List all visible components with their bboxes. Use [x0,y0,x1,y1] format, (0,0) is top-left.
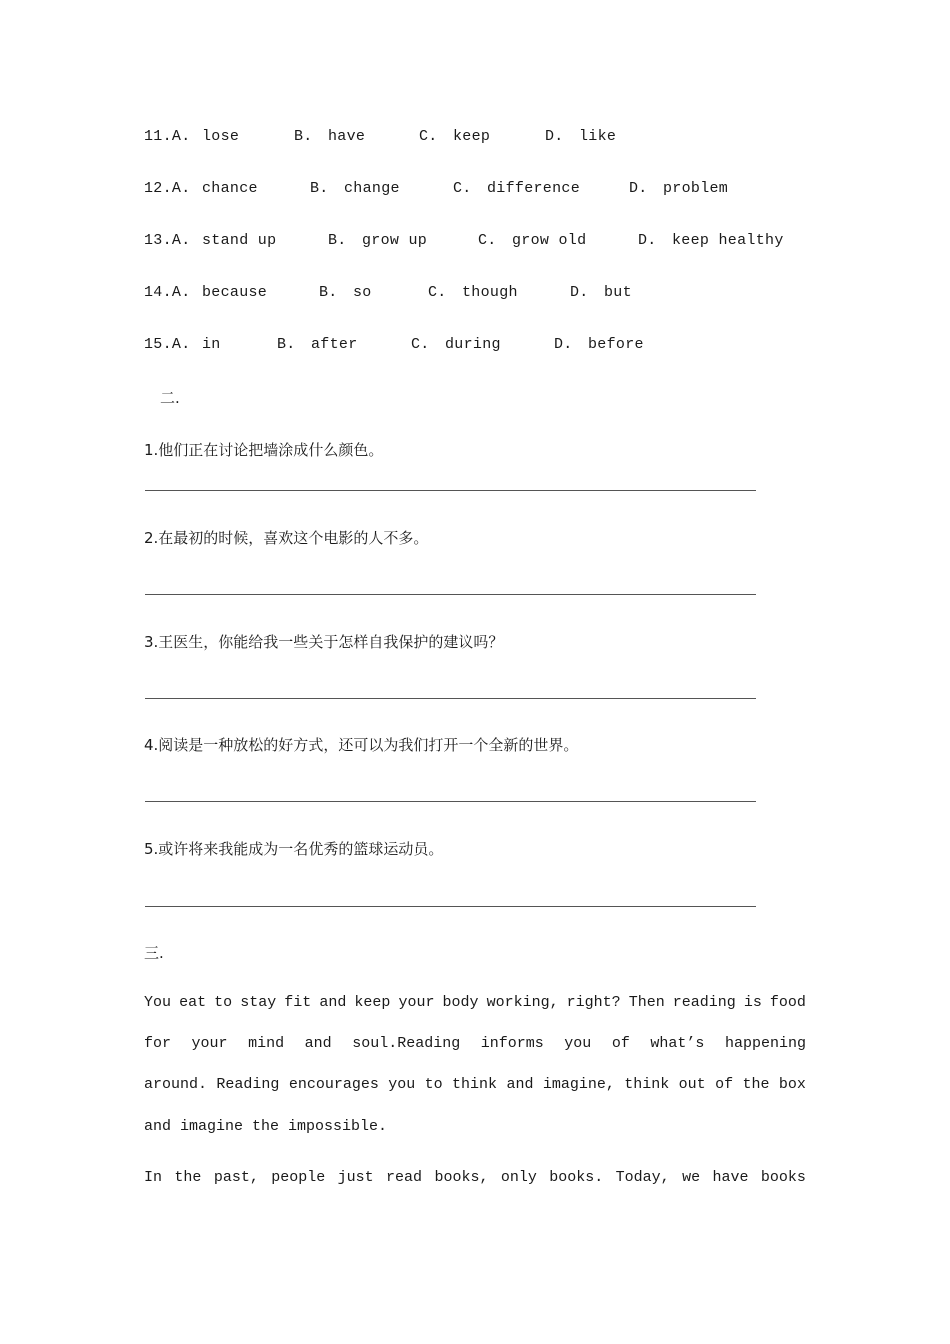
passage-word: eat [179,994,207,1011]
translation-question-2: 2.在最初的时候，喜欢这个电影的人不多。 [144,529,429,547]
passage-word: books. [549,1169,604,1186]
passage-word: food [769,994,806,1011]
option-d[interactable]: keep healthy [672,232,784,249]
passage-word: just [337,1169,374,1186]
passage-word: imagine, [542,1076,615,1093]
answer-line-4[interactable] [145,801,756,802]
passage-word: of [715,1076,734,1093]
passage-word: we [682,1169,701,1186]
option-b-label: B. [277,336,296,353]
option-b-label: B. [310,180,329,197]
passage-word: mind [248,1035,285,1052]
passage-word: box [778,1076,806,1093]
option-c[interactable]: keep [453,128,491,145]
option-b[interactable]: grow up [362,232,428,249]
answer-line-2[interactable] [145,594,756,595]
option-c[interactable]: grow old [512,232,587,249]
translation-question-3: 3.王医生，你能给我一些关于怎样自我保护的建议吗？ [144,633,504,651]
section-3-heading: 三. [144,944,164,962]
passage-word: right? [566,994,621,1011]
passage-word: and imagine the impossible. [144,1118,388,1135]
answer-line-3[interactable] [145,698,756,699]
passage-word: Today, [615,1169,670,1186]
option-c-label: C. [478,232,497,249]
option-d-label: D. [629,180,648,197]
passage-word: to [424,1076,443,1093]
passage-word: the [742,1076,770,1093]
passage-word: and [319,994,347,1011]
passage-word: informs [480,1035,544,1052]
passage-word: read [386,1169,423,1186]
passage-word: soul.Reading [352,1035,461,1052]
passage-word: think [624,1076,670,1093]
passage-line-1 [144,994,806,1011]
passage-word: of [611,1035,630,1052]
question-number: 13.A. [144,232,191,249]
passage-word: Then [628,994,665,1011]
option-b-label: B. [294,128,313,145]
option-d[interactable]: problem [663,180,729,197]
answer-line-5[interactable] [145,906,756,907]
passage-word: have [712,1169,749,1186]
passage-word: books, [434,1169,489,1186]
passage-line-3 [144,1076,806,1093]
option-c[interactable]: though [462,284,518,301]
option-a[interactable]: lose [202,128,240,145]
option-d-label: D. [638,232,657,249]
passage-line-4 [144,1118,806,1135]
passage-word: the [174,1169,202,1186]
passage-word: working, [486,994,559,1011]
answer-line-1[interactable] [145,490,756,491]
passage-word: you [564,1035,592,1052]
passage-word: out [678,1076,706,1093]
question-number: 11.A. [144,128,191,145]
passage-word: for [144,1035,172,1052]
question-number: 12.A. [144,180,191,197]
option-c-label: C. [428,284,447,301]
translation-question-1: 1.他们正在讨论把墙涂成什么颜色。 [144,441,384,459]
option-b[interactable]: so [353,284,372,301]
passage-line-2 [144,1035,806,1052]
passage-word: think [452,1076,498,1093]
passage-word: only [500,1169,537,1186]
option-a[interactable]: in [202,336,221,353]
passage-word: you [388,1076,416,1093]
option-b-label: B. [319,284,338,301]
option-b[interactable]: after [311,336,358,353]
passage-word: and [506,1076,534,1093]
passage-word: your [398,994,435,1011]
passage-word: reading [672,994,736,1011]
translation-question-5: 5.或许将来我能成为一名优秀的篮球运动员。 [144,840,444,858]
passage-word: encourages [288,1076,379,1093]
option-c[interactable]: during [445,336,501,353]
question-number: 14.A. [144,284,191,301]
option-a[interactable]: chance [202,180,258,197]
question-number: 15.A. [144,336,191,353]
option-d[interactable]: before [588,336,644,353]
option-d-label: D. [554,336,573,353]
option-a[interactable]: because [202,284,268,301]
option-b-label: B. [328,232,347,249]
passage-word: people [271,1169,326,1186]
passage-word: around. [144,1076,208,1093]
translation-question-4: 4.阅读是一种放松的好方式，还可以为我们打开一个全新的世界。 [144,736,579,754]
option-c[interactable]: difference [487,180,581,197]
option-d-label: D. [545,128,564,145]
passage-word: You [144,994,172,1011]
passage-word: and [304,1035,332,1052]
option-d[interactable]: like [579,128,617,145]
option-a[interactable]: stand up [202,232,277,249]
passage-word: books [760,1169,806,1186]
passage-word: what’s [650,1035,705,1052]
passage-word: to [214,994,233,1011]
passage-word: your [191,1035,228,1052]
section-2-heading: 二. [160,389,180,407]
passage-word: happening [724,1035,806,1052]
option-d-label: D. [570,284,589,301]
passage-word: Reading [216,1076,280,1093]
passage-word: In [144,1169,163,1186]
passage-word: past, [213,1169,259,1186]
option-d[interactable]: but [604,284,632,301]
option-b[interactable]: have [328,128,366,145]
passage-line-5 [144,1169,806,1186]
passage-word: stay [240,994,277,1011]
option-c-label: C. [419,128,438,145]
passage-word: keep [354,994,391,1011]
passage-word: is [743,994,762,1011]
option-b[interactable]: change [344,180,400,197]
passage-word: body [442,994,479,1011]
passage-word: fit [284,994,312,1011]
option-c-label: C. [411,336,430,353]
option-c-label: C. [453,180,472,197]
